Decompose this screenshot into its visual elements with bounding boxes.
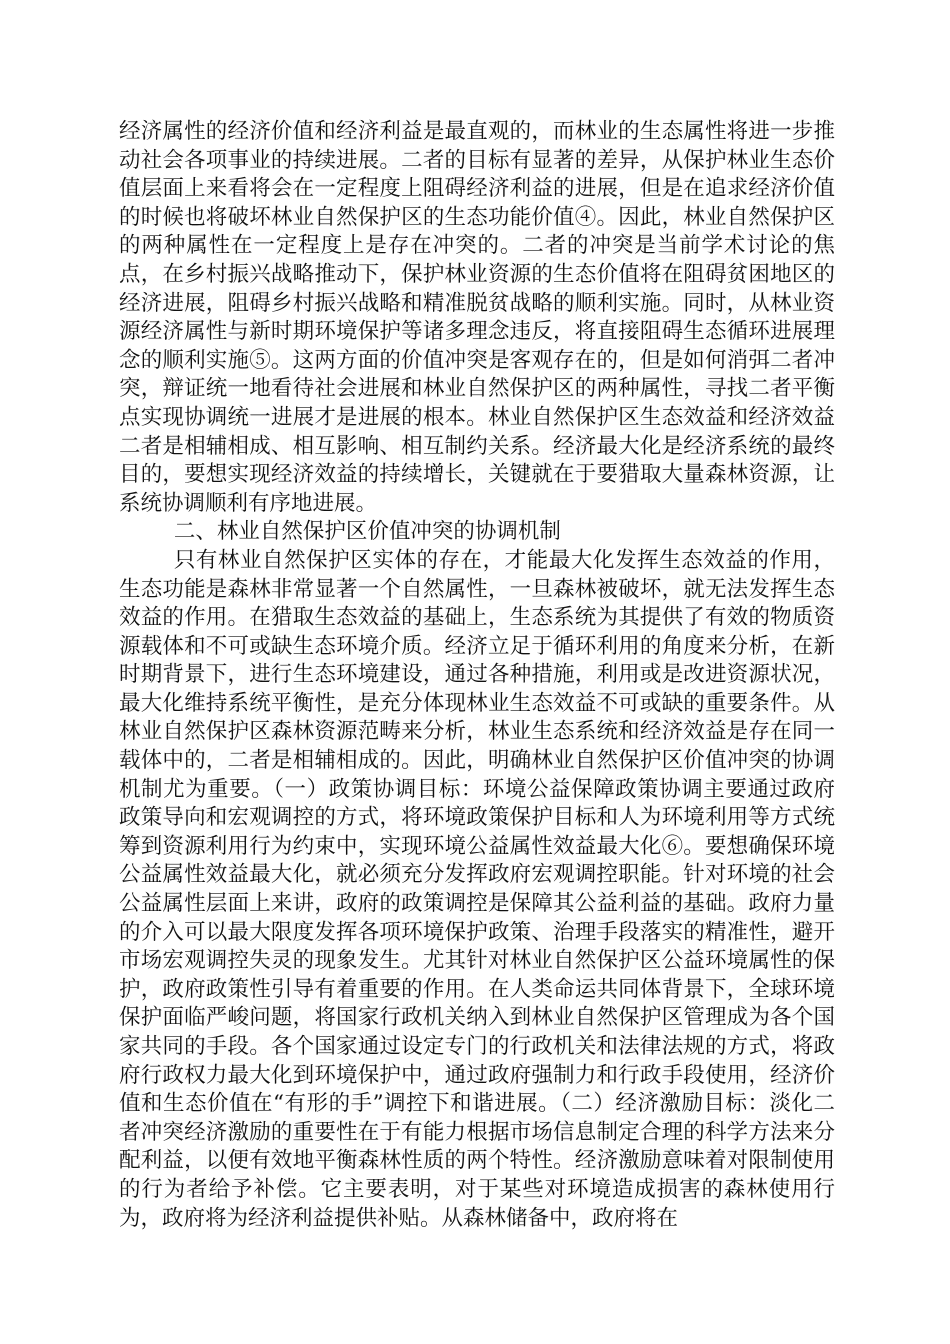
body-paragraph-continued: 经济属性的经济价值和经济利益是最直观的，而林业的生态属性将进一步推动社会各项事业的持续进展。二者的目标有显著的差异，从保护林业生态价值层面上来看将会在一定程度上阻碍经济利益的进展，但是在追求经济价值的时候也将破坏林业自然保护区的生态功能价值④。因此，林业自然保护区的两种属性在一定程度上是存在冲突的。二者的冲突是当前学术讨论的焦点，在乡村振兴战略推动下，保护林业资源的生态价值将在阻碍贫困地区的经济进展，阻碍乡村振兴战略和精准脱贫战略的顺利实施。同时，从林业资源经济属性与新时期环境保护等诸多理念违反，将直接阻碍生态循环进展理念的顺利实施⑤。这两方面的价值冲突是客观存在的，但是如何消弭二者冲突，辩证统一地看待社会进展和林业自然保护区的两种属性，寻找二者平衡点实现协调统一进展才是进展的根本。林业自然保护区生态效益和经济效益二者是相辅相成、相互影响、相互制约关系。经济最大化是经济系统的最终目的，要想实现经济效益的持续增长，关键就在于要猎取大量森林资源，让系统协调顺利有序地进展。 — [119, 119, 835, 516]
body-paragraph: 只有林业自然保护区实体的存在，才能最大化发挥生态效益的作用，生态功能是森林非常显著一个自然属性，一旦森林被破坏，就无法发挥生态效益的作用。在猎取生态效益的基础上，生态系统为其提供了有效的物质资源载体和不可或缺生态环境介质。经济立足于循环利用的角度来分析，在新时期背景下，进行生态环境建设，通过各种措施，利用或是改进资源状况，最大化维持系统平衡性，是充分体现林业生态效益不可或缺的重要条件。从林业自然保护区森林资源范畴来分析，林业生态系统和经济效益是存在同一载体中的，二者是相辅相成的。因此，明确林业自然保护区价值冲突的协调机制尤为重要。（一）政策协调目标：环境公益保障政策协调主要通过政府政策导向和宏观调控的方式，将环境政策保护目标和人为环境利用等方式统筹到资源利用行为约束中，实现环境公益属性效益最大化⑥。要想确保环境公益属性效益最大化，就必须充分发挥政府宏观调控职能。针对环境的社会公益属性层面上来讲，政府的政策调控是保障其公益利益的基础。政府力量的介入可以最大限度发挥各项环境保护政策、治理手段落实的精准性，避开市场宏观调控失灵的现象发生。尤其针对林业自然保护区公益环境属性的保护，政府政策性引导有着重要的作用。在人类命运共同体背景下，全球环境保护面临严峻问题，将国家行政机关纳入到林业自然保护区管理成为各个国家共同的手段。各个国家通过设定专门的行政机关和法律法规的方式，将政府行政权力最大化到环境保护中，通过政府强制力和行政手段使用，经济价值和生态价值在“有形的手”调控下和谐进展。（二）经济激励目标：淡化二者冲突经济激励的重要性在于有能力根据市场信息制定合理的科学方法来分配利益，以便有效地平衡森林性质的两个特性。经济激励意味着对限制使用的行为者给予补偿。它主要表明，对于某些对环境造成损害的森林使用行为，政府将为经济利益提供补贴。从森林储备中，政府将在 — [119, 547, 835, 1231]
section-heading: 二、林业自然保护区价值冲突的协调机制 — [173, 519, 561, 545]
document-page — [119, 118, 835, 1233]
